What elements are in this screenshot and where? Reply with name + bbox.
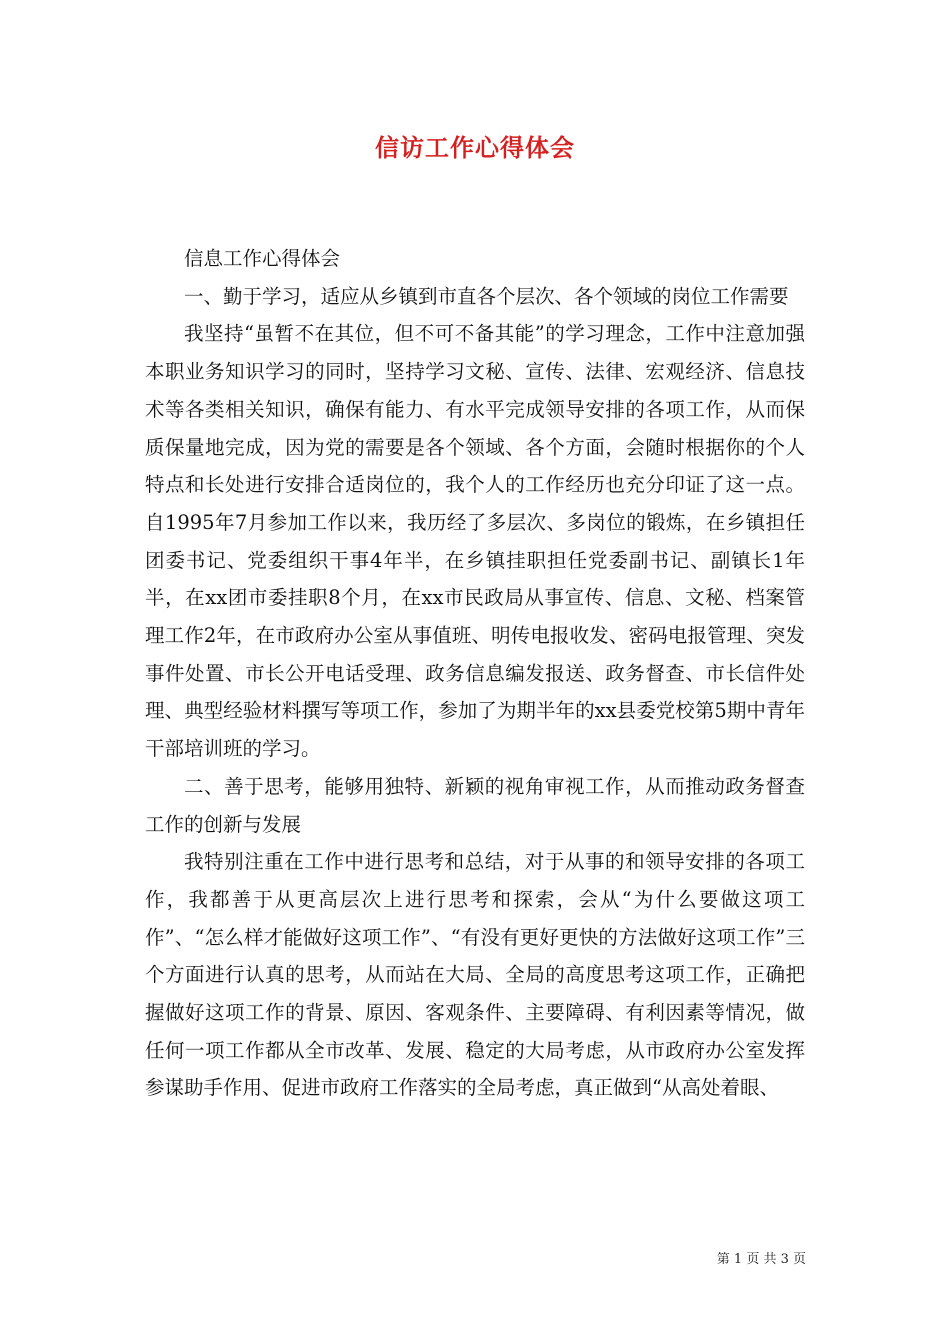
body-paragraph-2: 我特别注重在工作中进行思考和总结，对于从事的和领导安排的各项工作，我都善于从更高层次上进行思考和探索，会从“为什么要做这项工作”、“怎么样才能做好这项工作”、“有没有更好更快的方法做好这项工作”三个方面进行认真的思考，从而站在大局、全局的高度思考这项工作，正确把握做好这项工作的背景、原因、客观条件、主要障碍、有利因素等情况，做任何一项工作都从全市改革、发展、稳定的大局考虑，从市政府办公室发挥参谋助手作用、促进市政府工作落实的全局考虑，真正做到“从高处着眼、 (145, 850, 805, 1100)
section-heading-2: 二、善于思考，能够用独特、新颖的视角审视工作，从而推动政务督查工作的创新与发展 (145, 774, 805, 836)
section-heading-1: 一、勤于学习，适应从乡镇到市直各个层次、各个领域的岗位工作需要 (184, 284, 789, 308)
page-number-footer: 第 1 页 共 3 页 (716, 1252, 806, 1267)
body-paragraph-1: 我坚持“虽暂不在其位，但不可不备其能”的学习理念，工作中注意加强本职业务知识学习的同时，坚持学习文秘、宣传、法律、宏观经济、信息技术等各类相关知识，确保有能力、有水平完成领导安排的各项工作，从而保质保量地完成，因为党的需要是各个领域、各个方面，会随时根据你的个人特点和长处进行安排合适岗位的，我个人的工作经历也充分印证了这一点。自1995年7月参加工作以来，我历经了多层次、多岗位的锻炼，在乡镇担任团委书记、党委组织干事4年半，在乡镇挂职担任党委副书记、副镇长1年半，在xx团市委挂职8个月，在xx市民政局从事宣传、信息、文秘、档案管理工作2年，在市政府办公室从事值班、明传电报收发、密码电报管理、突发事件处置、市长公开电话受理、政务信息编发报送、政务督查、市长信件处理、典型经验材料撰写等项工作，参加了为期半年的xx县委党校第5期中青年干部培训班的学习。 (145, 322, 805, 761)
subtitle-paragraph: 信息工作心得体会 (184, 247, 341, 270)
document-body (145, 240, 805, 1107)
document-title: 信访工作心得体会 (375, 133, 575, 162)
